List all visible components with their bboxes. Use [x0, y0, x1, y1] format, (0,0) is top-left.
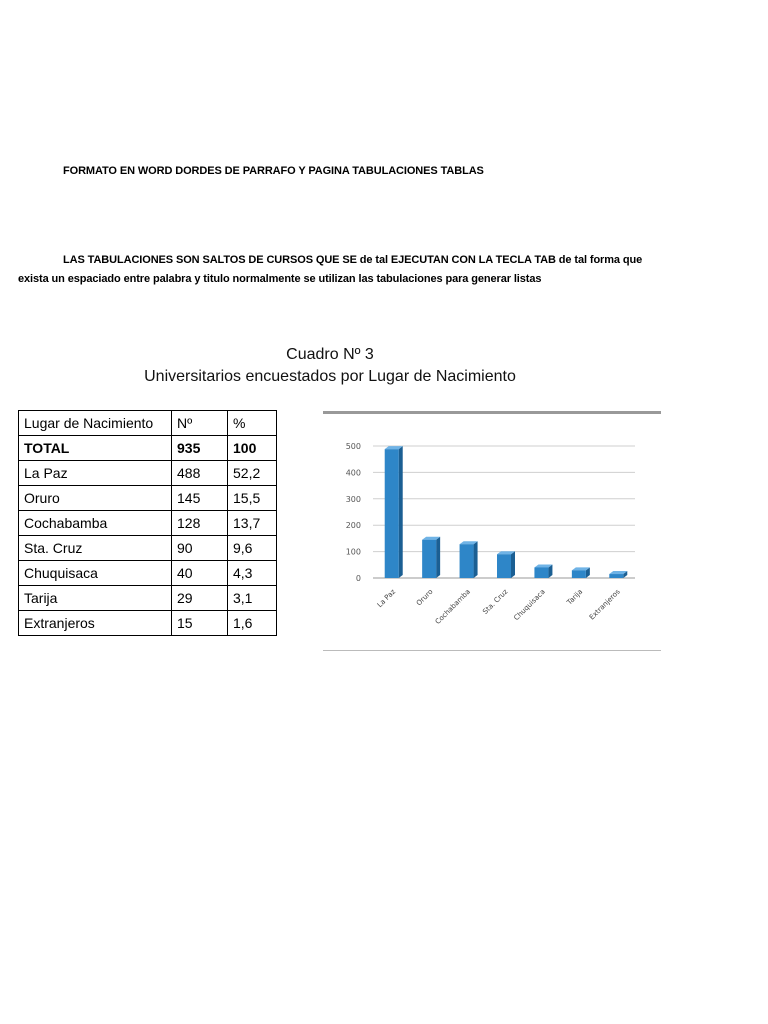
table-cell: 145 — [172, 486, 228, 511]
table-cell: Oruro — [19, 486, 172, 511]
table-cell: Extranjeros — [19, 611, 172, 636]
table-cell: 52,2 — [228, 461, 277, 486]
data-table — [18, 410, 277, 636]
y-tick-label: 0 — [355, 574, 361, 583]
table-header-cell: % — [228, 411, 277, 436]
figure-title: Cuadro Nº 3 — [286, 346, 374, 363]
table-cell: 3,1 — [228, 586, 277, 611]
table-cell: 29 — [172, 586, 228, 611]
table-cell: Cochabamba — [19, 511, 172, 536]
y-tick-label: 100 — [345, 547, 361, 557]
table-cell: 40 — [172, 561, 228, 586]
table-cell: 13,7 — [228, 511, 277, 536]
x-tick-label: Extranjeros — [587, 587, 622, 622]
table-cell: 1,6 — [228, 611, 277, 636]
table-cell: 90 — [172, 536, 228, 561]
table-cell: 128 — [172, 511, 228, 536]
bar-side — [399, 446, 403, 578]
bar — [534, 567, 548, 578]
x-tick-label: Chuquisaca — [512, 587, 547, 623]
table-row — [19, 611, 277, 636]
document-paragraph: LAS TABULACIONES SON SALTOS DE CURSOS QUE SE de tal EJECUTAN CON LA TECLA TAB de tal forma que exista un espaciado entre palabra y titulo normalmente se utilizan las tabulaciones para generar listas — [18, 254, 643, 285]
table-row — [19, 561, 277, 586]
table-cell: 4,3 — [228, 561, 277, 586]
bar-chart — [323, 411, 661, 651]
table-cell: TOTAL — [19, 436, 172, 461]
y-tick-label: 200 — [345, 521, 361, 531]
figure-subtitle: Universitarios encuestados por Lugar de Nacimiento — [144, 368, 516, 385]
table-header-row — [19, 411, 277, 436]
x-tick-label: Oruro — [414, 587, 435, 608]
table-row — [19, 511, 277, 536]
y-tick-label: 300 — [345, 494, 361, 504]
table-row — [19, 486, 277, 511]
table-row — [19, 536, 277, 561]
bar — [609, 574, 623, 578]
x-tick-label: Cochabamba — [433, 587, 472, 626]
table-cell: 15,5 — [228, 486, 277, 511]
table-row-total — [19, 436, 277, 461]
x-tick-label: La Paz — [375, 587, 398, 610]
y-tick-label: 400 — [345, 468, 361, 478]
table-row — [19, 586, 277, 611]
table-header-cell: Nº — [172, 411, 228, 436]
x-tick-label: Sta. Cruz — [481, 587, 510, 616]
bar-chart-svg — [323, 414, 661, 650]
table-cell: 935 — [172, 436, 228, 461]
table-cell: Tarija — [19, 586, 172, 611]
table-cell: 100 — [228, 436, 277, 461]
bar — [497, 554, 511, 578]
table-cell: 488 — [172, 461, 228, 486]
table-cell: 15 — [172, 611, 228, 636]
y-tick-label: 500 — [345, 442, 361, 451]
x-tick-label: Tarija — [565, 587, 585, 607]
bar — [422, 540, 436, 578]
document-heading: FORMATO EN WORD DORDES DE PARRAFO Y PAGINA TABULACIONES TABLAS — [63, 165, 484, 177]
table-cell: La Paz — [19, 461, 172, 486]
table-row — [19, 461, 277, 486]
table-cell: Sta. Cruz — [19, 536, 172, 561]
table-cell: 9,6 — [228, 536, 277, 561]
bar-side — [436, 537, 440, 578]
bar — [385, 449, 399, 578]
table-cell: Chuquisaca — [19, 561, 172, 586]
bar-side — [474, 541, 478, 578]
bar — [460, 544, 474, 578]
bar — [572, 570, 586, 578]
bar-side — [511, 551, 515, 578]
table-header-cell: Lugar de Nacimiento — [19, 411, 172, 436]
